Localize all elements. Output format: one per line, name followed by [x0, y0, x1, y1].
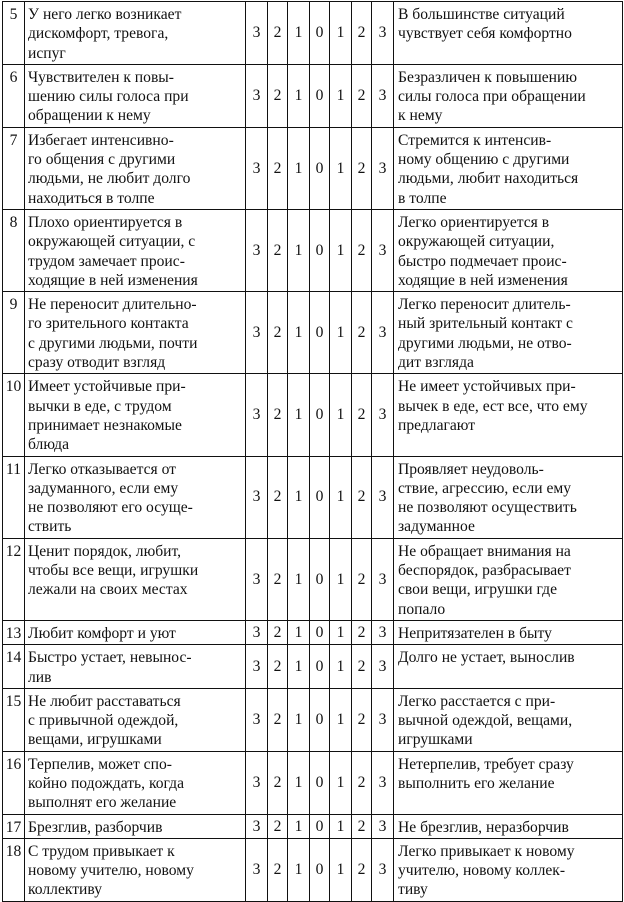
scale-cell-right-3: 3 [372, 688, 394, 751]
scale-cell-right-2: 2 [352, 456, 372, 538]
right-pole-description: Нетерпелив, требует сразу выполнить его желание [394, 751, 623, 814]
scale-cell-left-3: 3 [246, 538, 268, 620]
scale-cell-right-3: 3 [372, 538, 394, 620]
scale-cell-left-2: 2 [268, 2, 288, 65]
left-pole-description: Чувствителен к повы- шению силы голоса при обращении к нему [25, 64, 246, 127]
scale-cell-left-1: 1 [288, 374, 310, 456]
scale-cell-right-1: 1 [330, 688, 352, 751]
right-pole-description: Легко ориентируется в окружающей ситуации, быстро подмечает проис- ходящие в ней изменения [394, 209, 623, 291]
table-row-5 [3, 2, 623, 65]
scale-cell-left-2: 2 [268, 538, 288, 620]
item-number: 7 [3, 127, 25, 209]
right-pole-description: Непритязателен в быту [394, 620, 623, 644]
table-row-14 [3, 645, 623, 689]
item-number: 14 [3, 645, 25, 689]
right-pole-description: Легко переносит длитель- ный зрительный контакт с другими людьми, не отво- дит взгляда [394, 292, 623, 374]
scale-cell-center-0: 0 [310, 538, 330, 620]
scale-cell-center-0: 0 [310, 2, 330, 65]
left-pole-description: С трудом привыкает к новому учителю, новому коллективу [25, 838, 246, 901]
left-pole-description: У него легко возникает дискомфорт, тревога, испуг [25, 2, 246, 65]
scale-cell-left-2: 2 [268, 127, 288, 209]
item-number: 17 [3, 814, 25, 838]
scale-cell-center-0: 0 [310, 645, 330, 689]
table-row-11 [3, 456, 623, 538]
scale-cell-right-1: 1 [330, 620, 352, 644]
scale-cell-right-3: 3 [372, 645, 394, 689]
right-pole-description: Легко привыкает к новому учителю, новому коллек- тиву [394, 838, 623, 901]
scale-cell-center-0: 0 [310, 209, 330, 291]
scale-cell-left-3: 3 [246, 751, 268, 814]
scale-cell-right-2: 2 [352, 688, 372, 751]
scale-cell-left-1: 1 [288, 814, 310, 838]
scale-cell-right-2: 2 [352, 645, 372, 689]
scale-cell-center-0: 0 [310, 292, 330, 374]
scale-cell-left-2: 2 [268, 688, 288, 751]
right-pole-description: Не брезглив, неразборчив [394, 814, 623, 838]
scale-cell-center-0: 0 [310, 127, 330, 209]
scale-cell-left-2: 2 [268, 751, 288, 814]
scale-cell-left-1: 1 [288, 64, 310, 127]
scale-cell-right-1: 1 [330, 209, 352, 291]
scale-cell-right-1: 1 [330, 127, 352, 209]
scale-cell-right-1: 1 [330, 538, 352, 620]
scale-cell-right-2: 2 [352, 127, 372, 209]
right-pole-description: Долго не устает, вынослив [394, 645, 623, 689]
scale-cell-left-1: 1 [288, 2, 310, 65]
scale-cell-right-2: 2 [352, 538, 372, 620]
scale-cell-left-1: 1 [288, 209, 310, 291]
scale-cell-right-2: 2 [352, 292, 372, 374]
scale-cell-left-1: 1 [288, 538, 310, 620]
scale-cell-left-1: 1 [288, 292, 310, 374]
scale-cell-left-3: 3 [246, 688, 268, 751]
item-number: 5 [3, 2, 25, 65]
table-row-15 [3, 688, 623, 751]
scale-cell-left-2: 2 [268, 374, 288, 456]
scale-cell-center-0: 0 [310, 751, 330, 814]
left-pole-description: Не переносит длительно- го зрительного контакта с другими людьми, почти сразу отводит взгляд [25, 292, 246, 374]
item-number: 6 [3, 64, 25, 127]
scale-cell-right-1: 1 [330, 374, 352, 456]
table-row-9 [3, 292, 623, 374]
table-row-17 [3, 814, 623, 838]
scale-cell-center-0: 0 [310, 374, 330, 456]
right-pole-description: Легко расстается с при- вычной одеждой, вещами, игрушками [394, 688, 623, 751]
right-pole-description: Проявляет неудоволь- ствие, агрессию, если ему не позволяют осуществить задуманное [394, 456, 623, 538]
scale-cell-left-1: 1 [288, 838, 310, 901]
scale-cell-right-1: 1 [330, 751, 352, 814]
scale-cell-right-1: 1 [330, 292, 352, 374]
left-pole-description: Любит комфорт и уют [25, 620, 246, 644]
scale-cell-right-1: 1 [330, 645, 352, 689]
item-number: 11 [3, 456, 25, 538]
left-pole-description: Ценит порядок, любит, чтобы все вещи, игрушки лежали на своих местах [25, 538, 246, 620]
scale-cell-right-1: 1 [330, 814, 352, 838]
scale-cell-right-3: 3 [372, 64, 394, 127]
scale-cell-left-3: 3 [246, 814, 268, 838]
left-pole-description: Имеет устойчивые при- вычки в еде, с трудом принимает незнакомые блюда [25, 374, 246, 456]
scale-cell-right-2: 2 [352, 620, 372, 644]
right-pole-description: В большинстве ситуаций чувствует себя комфортно [394, 2, 623, 65]
item-number: 13 [3, 620, 25, 644]
scale-cell-left-2: 2 [268, 64, 288, 127]
scale-cell-left-1: 1 [288, 456, 310, 538]
scale-cell-left-3: 3 [246, 209, 268, 291]
item-number: 18 [3, 838, 25, 901]
table-row-10 [3, 374, 623, 456]
scale-cell-left-1: 1 [288, 645, 310, 689]
right-pole-description: Стремится к интенсив- ному общению с другими людьми, любит находиться в толпе [394, 127, 623, 209]
scale-cell-left-3: 3 [246, 456, 268, 538]
scale-cell-left-2: 2 [268, 209, 288, 291]
scale-cell-left-1: 1 [288, 127, 310, 209]
scale-cell-left-2: 2 [268, 645, 288, 689]
scale-cell-left-2: 2 [268, 838, 288, 901]
scale-cell-right-3: 3 [372, 620, 394, 644]
scale-cell-center-0: 0 [310, 688, 330, 751]
left-pole-description: Не любит расставаться с привычной одеждой, вещами, игрушками [25, 688, 246, 751]
scale-cell-left-2: 2 [268, 814, 288, 838]
table-row-7 [3, 127, 623, 209]
table-row-8 [3, 209, 623, 291]
scale-cell-right-2: 2 [352, 838, 372, 901]
scale-cell-center-0: 0 [310, 64, 330, 127]
table-body [3, 2, 623, 902]
right-pole-description: Не имеет устойчивых при- вычек в еде, ест все, что ему предлагают [394, 374, 623, 456]
scale-cell-right-3: 3 [372, 814, 394, 838]
scale-cell-right-3: 3 [372, 292, 394, 374]
scale-cell-right-2: 2 [352, 209, 372, 291]
item-number: 10 [3, 374, 25, 456]
scale-cell-left-2: 2 [268, 620, 288, 644]
rating-scale-table [2, 1, 623, 902]
scale-cell-left-1: 1 [288, 688, 310, 751]
table-row-6 [3, 64, 623, 127]
left-pole-description: Брезглив, разборчив [25, 814, 246, 838]
right-pole-description: Безразличен к повышению силы голоса при обращении к нему [394, 64, 623, 127]
scale-cell-right-2: 2 [352, 814, 372, 838]
scale-cell-left-3: 3 [246, 838, 268, 901]
scale-cell-right-1: 1 [330, 64, 352, 127]
scale-cell-left-1: 1 [288, 620, 310, 644]
scale-cell-right-2: 2 [352, 374, 372, 456]
table-row-12 [3, 538, 623, 620]
scale-cell-left-3: 3 [246, 374, 268, 456]
table-row-16 [3, 751, 623, 814]
item-number: 8 [3, 209, 25, 291]
scale-cell-center-0: 0 [310, 814, 330, 838]
scale-cell-left-2: 2 [268, 292, 288, 374]
scale-cell-right-3: 3 [372, 838, 394, 901]
scale-cell-right-1: 1 [330, 2, 352, 65]
item-number: 9 [3, 292, 25, 374]
left-pole-description: Легко отказывается от задуманного, если ему не позволяют его осуще- ствить [25, 456, 246, 538]
left-pole-description: Терпелив, может спо- койно подождать, когда выполнят его желание [25, 751, 246, 814]
scale-cell-left-3: 3 [246, 127, 268, 209]
left-pole-description: Быстро устает, невынос- лив [25, 645, 246, 689]
scale-cell-right-2: 2 [352, 751, 372, 814]
table-row-13 [3, 620, 623, 644]
table-row-18 [3, 838, 623, 901]
item-number: 16 [3, 751, 25, 814]
scale-cell-left-2: 2 [268, 456, 288, 538]
scale-cell-right-3: 3 [372, 456, 394, 538]
scale-cell-right-1: 1 [330, 838, 352, 901]
scale-cell-center-0: 0 [310, 838, 330, 901]
scale-cell-right-2: 2 [352, 2, 372, 65]
scale-cell-right-3: 3 [372, 127, 394, 209]
scale-cell-left-3: 3 [246, 292, 268, 374]
left-pole-description: Избегает интенсивно- го общения с другими людьми, не любит долго находиться в толпе [25, 127, 246, 209]
item-number: 12 [3, 538, 25, 620]
scale-cell-center-0: 0 [310, 620, 330, 644]
scale-cell-right-2: 2 [352, 64, 372, 127]
scale-cell-left-3: 3 [246, 645, 268, 689]
scale-cell-right-3: 3 [372, 751, 394, 814]
item-number: 15 [3, 688, 25, 751]
scale-cell-left-3: 3 [246, 620, 268, 644]
left-pole-description: Плохо ориентируется в окружающей ситуации, с трудом замечает проис- ходящие в ней изменения [25, 209, 246, 291]
right-pole-description: Не обращает внимания на беспорядок, разбрасывает свои вещи, игрушки где попало [394, 538, 623, 620]
scale-cell-left-3: 3 [246, 64, 268, 127]
scale-cell-left-3: 3 [246, 2, 268, 65]
scale-cell-right-3: 3 [372, 209, 394, 291]
scale-cell-right-1: 1 [330, 456, 352, 538]
scale-cell-left-1: 1 [288, 751, 310, 814]
scale-cell-center-0: 0 [310, 456, 330, 538]
scale-cell-right-3: 3 [372, 2, 394, 65]
scale-cell-right-3: 3 [372, 374, 394, 456]
